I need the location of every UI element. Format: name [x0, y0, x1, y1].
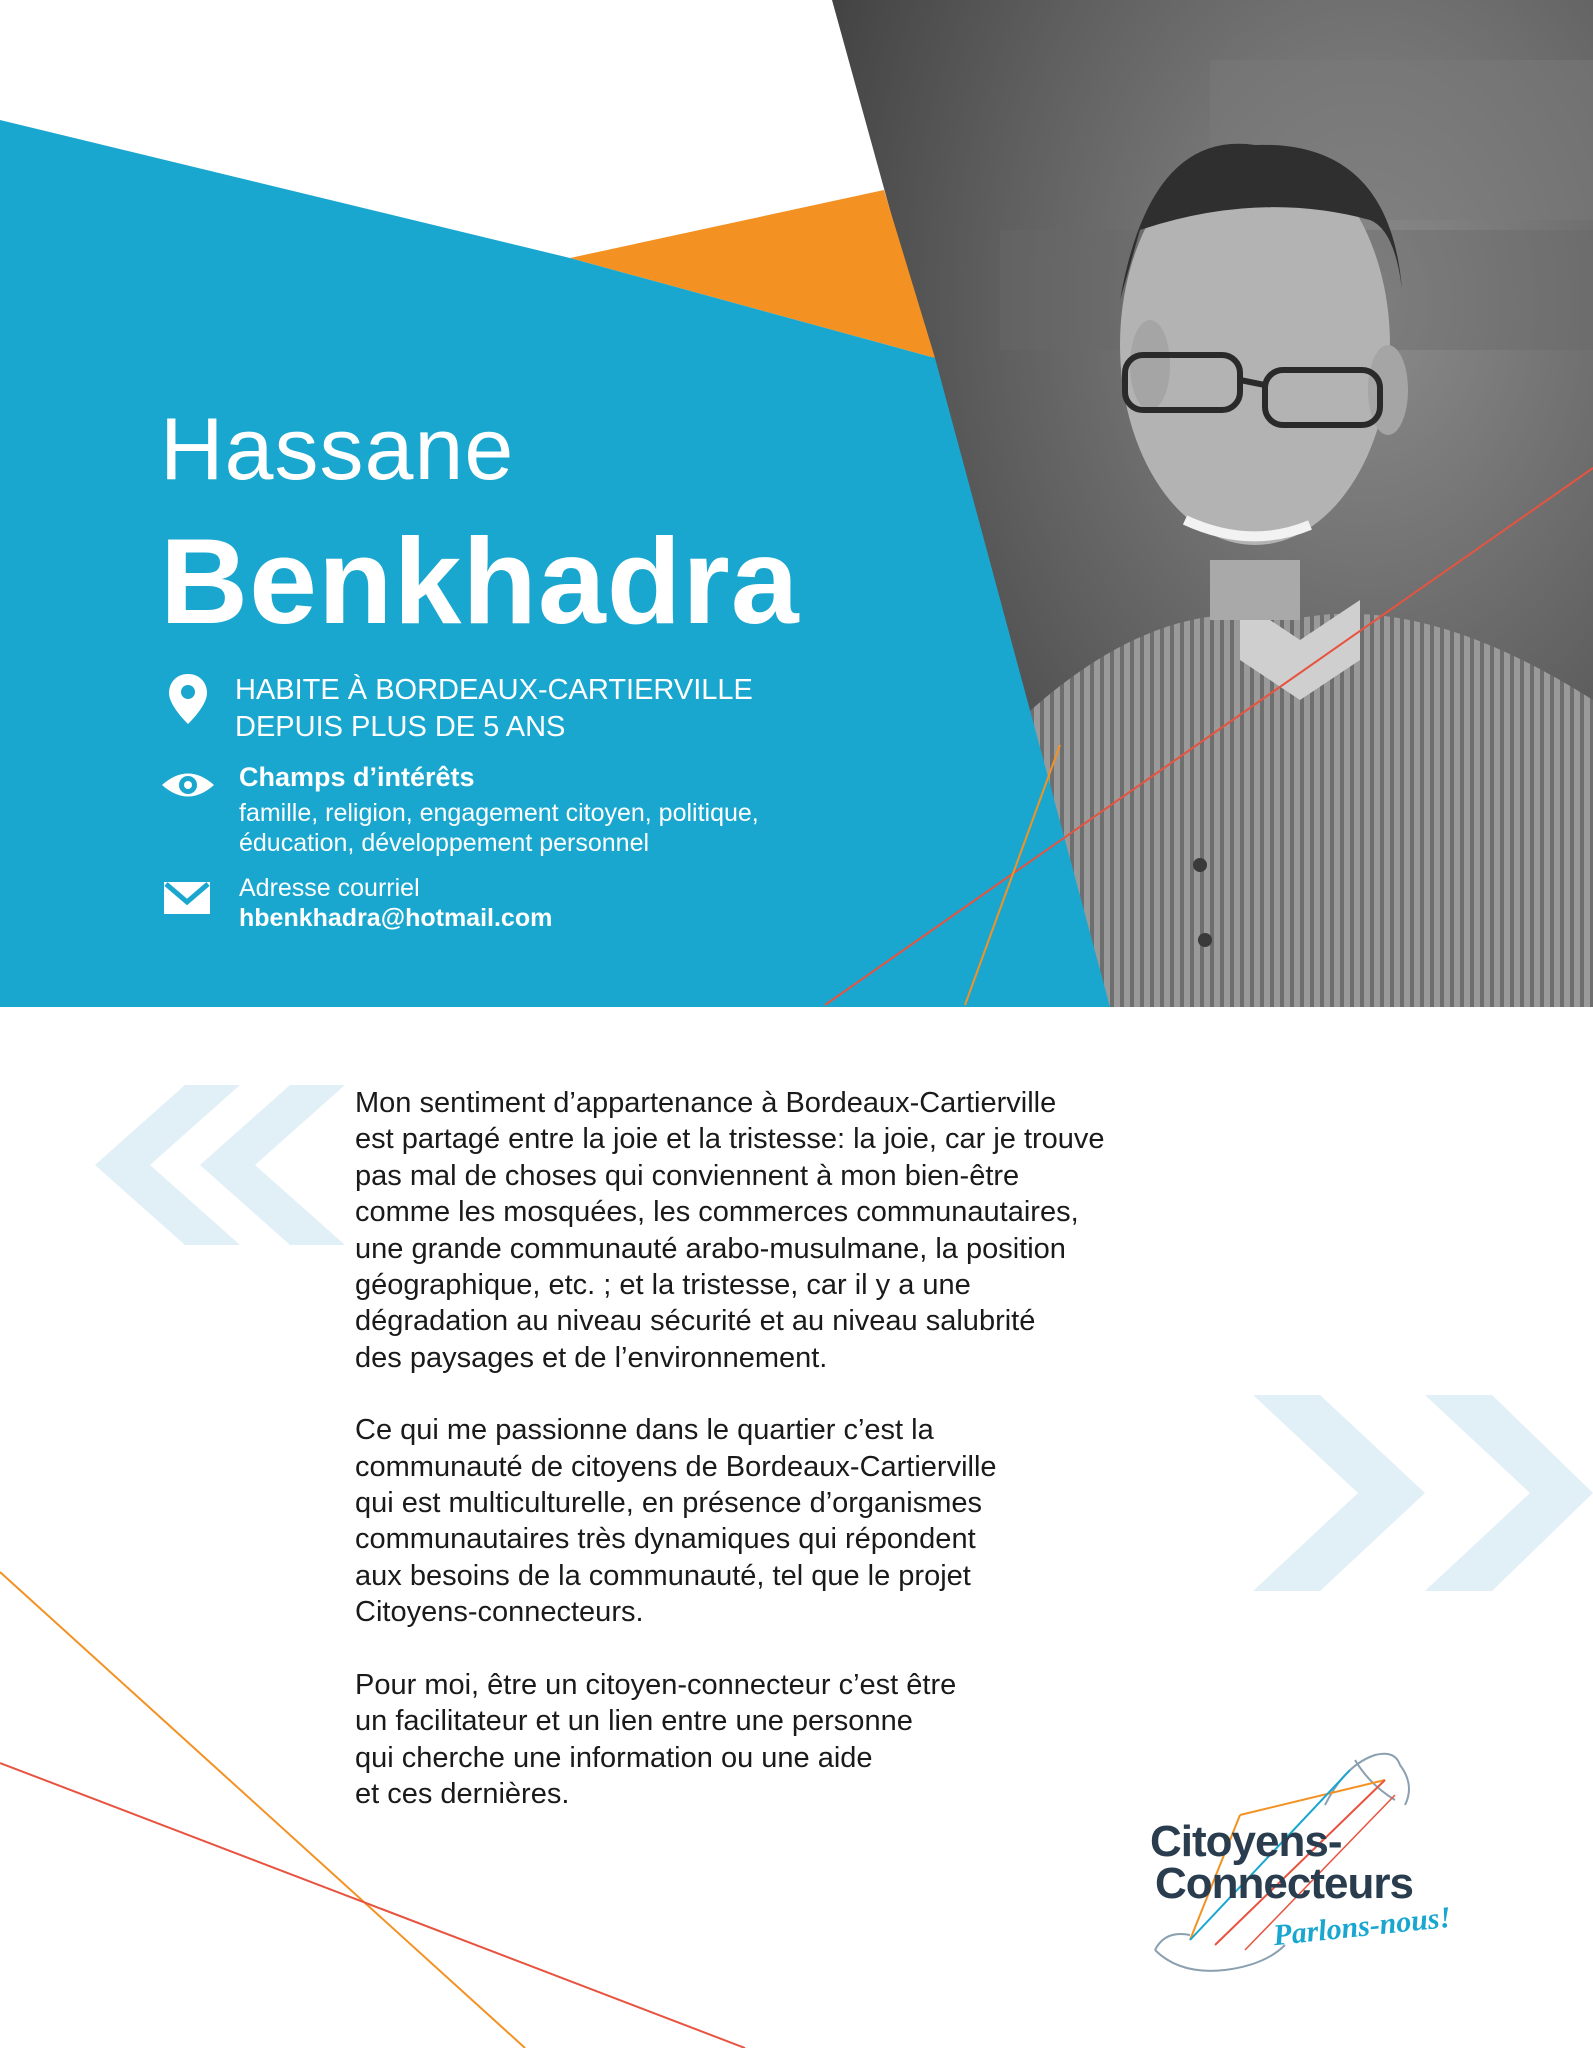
last-name: Benkhadra — [160, 513, 800, 649]
envelope-icon — [164, 882, 210, 914]
interests-text — [239, 798, 759, 858]
residence-line2: DEPUIS PLUS DE 5 ANS — [235, 711, 566, 743]
interests-line1: famille, religion, engagement citoyen, politique, — [239, 799, 759, 827]
testimony-paragraph-2: Ce qui me passionne dans le quartier c’est la communauté de citoyens de Bordeaux-Cartierville qui est multiculturelle, en présence d’organismes communautaires très dynamiques qui répondent aux besoins de la communauté, tel que le projet Citoyens-connecteurs. — [355, 1414, 997, 1629]
interests-heading: Champs d’intérêts — [239, 762, 475, 792]
chevron-left-icon — [95, 1085, 345, 1245]
logo-line1: Citoyens- — [1150, 1817, 1342, 1866]
testimony-paragraph-3: Pour moi, être un citoyen-connecteur c’est être un facilitateur et un lien entre une personne qui cherche une information ou une aide et ces dernières. — [355, 1668, 957, 1810]
testimony-paragraph-1: Mon sentiment d’appartenance à Bordeaux-Cartierville est partagé entre la joie et la tristesse: la joie, car je trouve pas mal de choses qui conviennent à mon bien-être comme les mosquées, les commerces communautaires, une grande communauté arabo-musulmane, la position géographique, etc. ; et la tristesse, car il y a une dégradation au niveau sécurité et au niveau salubrité des paysages et de l’environnement. — [355, 1087, 1105, 1374]
eye-icon — [160, 768, 216, 802]
first-name: Hassane — [160, 399, 515, 498]
logo-tagline: Parlons-nous! — [1271, 1900, 1453, 1953]
logo-line2: Connecteurs — [1155, 1859, 1413, 1908]
residence-line1: HABITE À BORDEAUX-CARTIERVILLE — [235, 674, 753, 706]
citoyens-connecteurs-logo — [1095, 1745, 1495, 1975]
email-address-link[interactable]: hbenkhadra@hotmail.com — [239, 904, 553, 932]
interests-line2: éducation, développement personnel — [239, 829, 650, 857]
location-pin-icon — [166, 672, 210, 726]
email-label: Adresse courriel — [239, 874, 420, 902]
testimony — [355, 1085, 1255, 1848]
residence-text — [235, 672, 753, 746]
chevron-right-icon — [1253, 1395, 1593, 1591]
